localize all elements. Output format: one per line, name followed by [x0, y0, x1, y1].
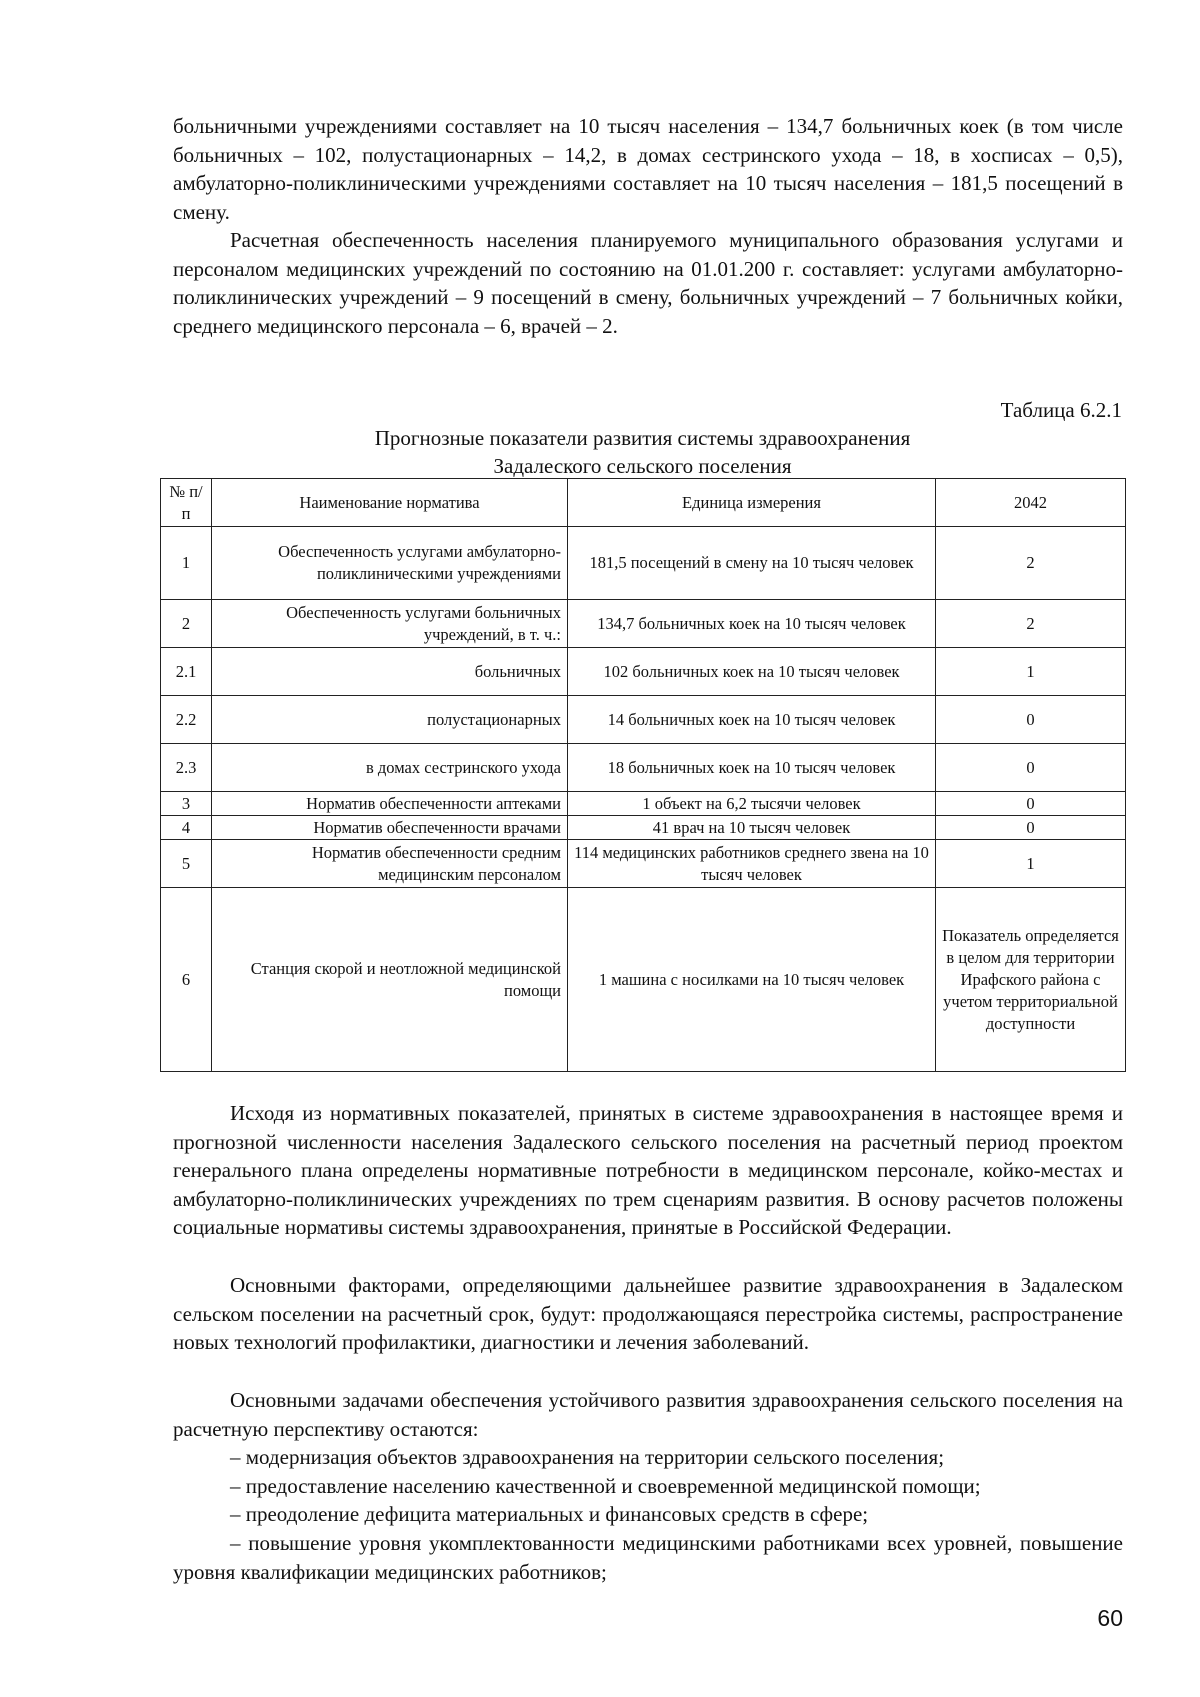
row-num: 1 — [161, 527, 212, 600]
row-value: 1 — [936, 840, 1126, 888]
row-unit: 1 машина с носилками на 10 тысяч человек — [568, 888, 936, 1072]
row-unit: 134,7 больничных коек на 10 тысяч человек — [568, 600, 936, 648]
table-row — [161, 696, 1126, 744]
header-name: Наименование норматива — [212, 479, 568, 527]
row-name: Норматив обеспеченности средним медицинским персоналом — [212, 840, 568, 888]
row-name: Обеспеченность услугами амбулаторно-поликлиническими учреждениями — [212, 527, 568, 600]
list-item: – повышение уровня укомплектованности медицинскими работниками всех уровней, повышение уровня квалификации медицинских работников; — [173, 1531, 1123, 1584]
row-name: Обеспеченность услугами больничных учреждений, в т. ч.: — [212, 600, 568, 648]
row-name: в домах сестринского ухода — [212, 744, 568, 792]
list-item: – модернизация объектов здравоохранения на территории сельского поселения; — [230, 1445, 945, 1469]
row-name: Норматив обеспеченности врачами — [212, 816, 568, 840]
row-unit: 41 врач на 10 тысяч человек — [568, 816, 936, 840]
table-row — [161, 888, 1126, 1072]
row-value: 0 — [936, 744, 1126, 792]
table-label: Таблица 6.2.1 — [1000, 398, 1122, 422]
table-row — [161, 600, 1126, 648]
table-title-line-2: Задалеского сельского поселения — [493, 454, 792, 478]
table-title-line-1: Прогнозные показатели развития системы здравоохранения — [374, 426, 911, 450]
row-num: 2 — [161, 600, 212, 648]
row-value: 0 — [936, 696, 1126, 744]
row-num: 5 — [161, 840, 212, 888]
body-paragraph-4: Основными факторами, определяющими дальнейшее развитие здравоохранения в Задалеском сельском поселении на расчетный срок, будут: продолжающаяся перестройка системы, распространение новых технологий профилактики, диагностики и лечения заболеваний. — [173, 1273, 1123, 1355]
row-num: 2.1 — [161, 648, 212, 696]
row-name: больничных — [212, 648, 568, 696]
table-row — [161, 648, 1126, 696]
row-unit: 102 больничных коек на 10 тысяч человек — [568, 648, 936, 696]
page-number: 60 — [1097, 1605, 1123, 1631]
body-paragraph-5: Основными задачами обеспечения устойчивого развития здравоохранения сельского поселения на расчетную перспективу остаются: — [173, 1388, 1123, 1441]
row-name: Норматив обеспеченности аптеками — [212, 792, 568, 816]
header-year: 2042 — [936, 479, 1126, 527]
row-value: 0 — [936, 816, 1126, 840]
table-title — [160, 424, 1125, 480]
row-unit: 18 больничных коек на 10 тысяч человек — [568, 744, 936, 792]
table-row — [161, 840, 1126, 888]
table-row — [161, 816, 1126, 840]
table-header-row — [161, 479, 1126, 527]
row-num: 2.2 — [161, 696, 212, 744]
row-value: 1 — [936, 648, 1126, 696]
header-num: № п/п — [161, 479, 212, 527]
intro-paragraph-1: больничными учреждениями составляет на 10 тысяч населения – 134,7 больничных коек (в том числе больничных – 102, полустационарных – 14,2, в домах сестринского ухода – 18, в хосписах – 0,5), амбулаторно-поликлиническими учреждениями составляет на 10 тысяч населения – 181,5 посещений в смену. — [173, 114, 1123, 224]
header-unit: Единица измерения — [568, 479, 936, 527]
row-num: 3 — [161, 792, 212, 816]
intro-paragraph-2: Расчетная обеспеченность населения планируемого муниципального образования услугами и персоналом медицинских учреждений по состоянию на 01.01.200 г. составляет: услугами амбулаторно-поликлинических учреждений – 9 посещений в смену, больничных учреждений – 7 больничных койки, среднего медицинского персонала – 6, врачей – 2. — [173, 228, 1123, 338]
norms-table — [160, 478, 1126, 1072]
row-value: Показатель определяется в целом для территории Ирафского района с учетом территориальной доступности — [936, 888, 1126, 1072]
row-unit: 1 объект на 6,2 тысячи человек — [568, 792, 936, 816]
row-num: 6 — [161, 888, 212, 1072]
table-row — [161, 744, 1126, 792]
row-unit: 114 медицинских работников среднего звена на 10 тысяч человек — [568, 840, 936, 888]
row-name: Станция скорой и неотложной медицинской помощи — [212, 888, 568, 1072]
body-paragraph-3: Исходя из нормативных показателей, принятых в системе здравоохранения в настоящее время и прогнозной численности населения Задалеского сельского поселения на расчетный период проектом генерального плана определены нормативные потребности в медицинском персонале, койко-местах и амбулаторно-поликлинических учреждениях по трем сценариям развития. В основу расчетов положены социальные нормативы системы здравоохранения, принятые в Российской Федерации. — [173, 1101, 1123, 1240]
row-num: 2.3 — [161, 744, 212, 792]
list-item: – предоставление населению качественной и своевременной медицинской помощи; — [230, 1474, 981, 1498]
row-value: 2 — [936, 600, 1126, 648]
table-row — [161, 792, 1126, 816]
table-row — [161, 527, 1126, 600]
row-unit: 181,5 посещений в смену на 10 тысяч человек — [568, 527, 936, 600]
list-item: – преодоление дефицита материальных и финансовых средств в сфере; — [230, 1502, 869, 1526]
row-value: 2 — [936, 527, 1126, 600]
row-value: 0 — [936, 792, 1126, 816]
row-name: полустационарных — [212, 696, 568, 744]
row-unit: 14 больничных коек на 10 тысяч человек — [568, 696, 936, 744]
row-num: 4 — [161, 816, 212, 840]
